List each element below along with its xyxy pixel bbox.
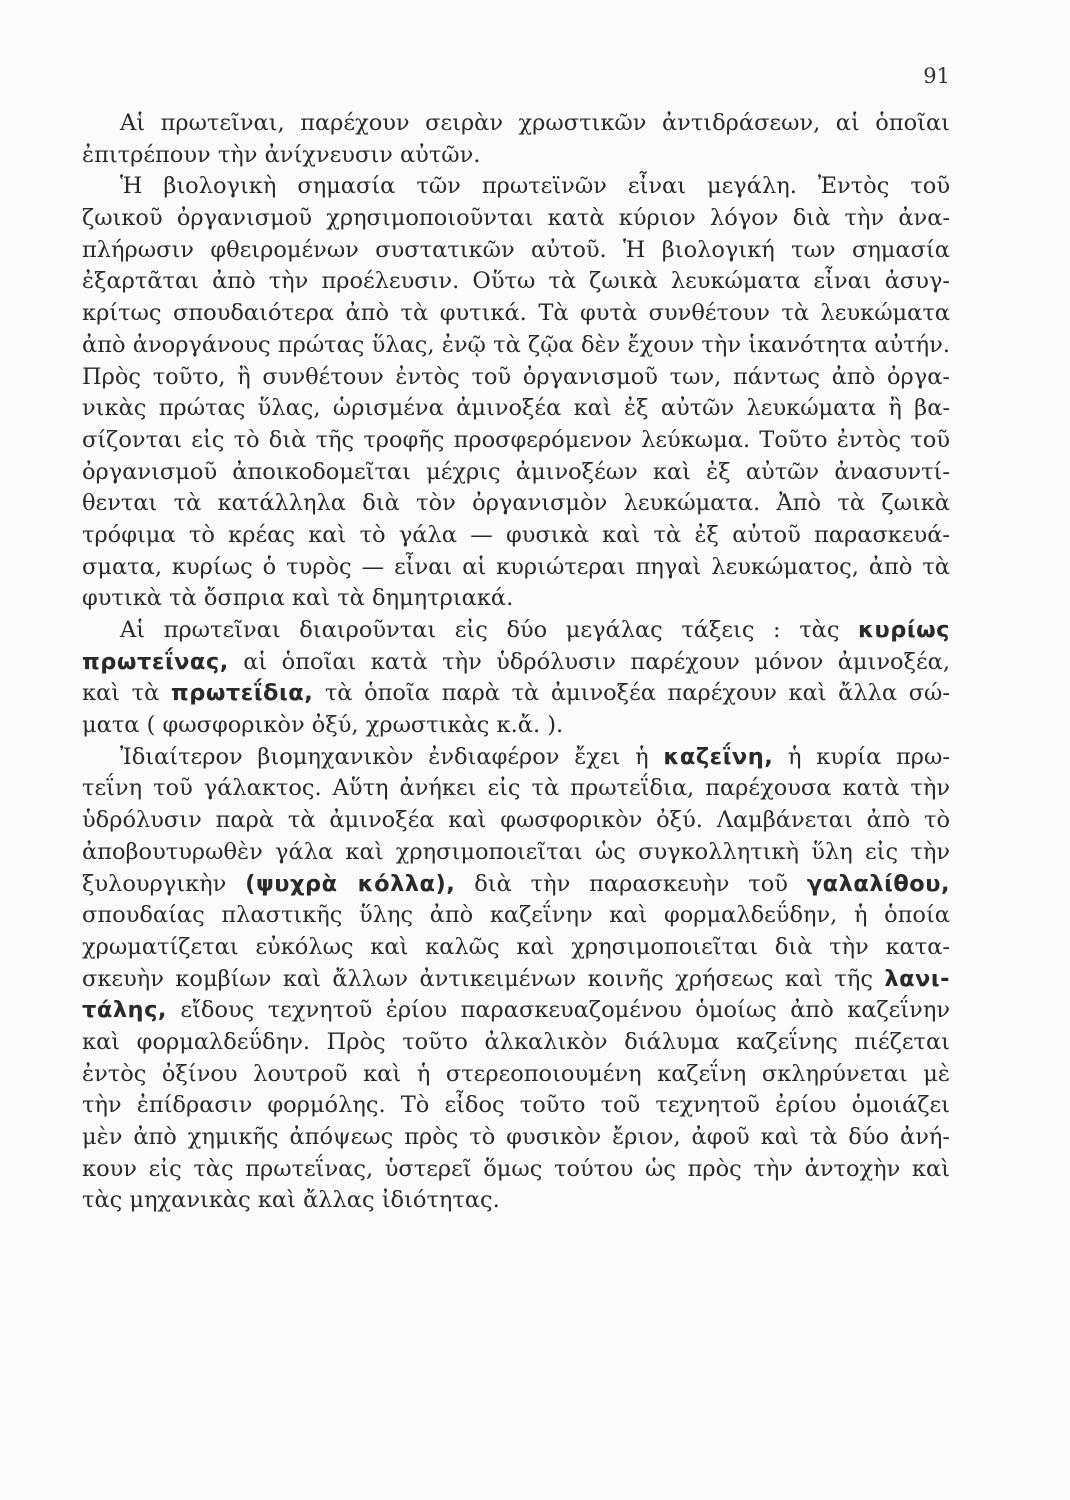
text-line [82, 393, 950, 425]
text-line [82, 235, 950, 267]
paragraph [82, 615, 950, 742]
text-segment: Πρὸς τοῦτο, ἢ συνθέτουν ἐντὸς τοῦ ὀργανισμοῦ των, πάντως ἀπὸ ὀργα- [82, 363, 950, 390]
text-segment: ξυλουργικὴν [82, 870, 246, 897]
text-segment: ὀργανισμοῦ ἀποικοδομεῖται μέχρις ἀμινοξέων καὶ ἐξ αὐτῶν ἀνασυντί- [82, 458, 950, 485]
text-line [82, 869, 950, 901]
text-line [82, 900, 950, 932]
bold-term: πρωτεΐδια, [170, 680, 314, 707]
text-segment: σματα, κυρίως ὁ τυρὸς — εἶναι αἱ κυριώτεραι πηγαὶ λευκώματος, ἀπὸ τὰ [82, 553, 950, 580]
text-segment: διὰ τὴν παρασκευὴν τοῦ [455, 870, 807, 897]
text-line [82, 1090, 950, 1122]
text-segment: ματα ( φωσφορικὸν ὀξύ, χρωστικὰς κ.ἄ. ). [82, 712, 564, 739]
text-segment: φυτικὰ τὰ ὄσπρια καὶ τὰ δημητριακά. [82, 585, 514, 612]
text-line [82, 108, 950, 140]
text-segment: τεΐνη τοῦ γάλακτος. Αὕτη ἀνήκει εἰς τὰ πρωτεΐδια, παρέχουσα κατὰ τὴν [82, 775, 950, 802]
text-segment: θενται τὰ κατάλληλα διὰ τὸν ὀργανισμὸν λευκώματα. Ἀπὸ τὰ ζωικὰ [82, 490, 950, 517]
text-line [82, 837, 950, 869]
text-segment: καὶ φορμαλδεΰδην. Πρὸς τοῦτο ἀλκαλικὸν διάλυμα καζεΐνης πιέζεται [82, 1028, 950, 1055]
text-line [82, 171, 950, 203]
body-text [82, 108, 950, 1217]
text-line [82, 805, 950, 837]
text-line [82, 488, 950, 520]
text-line [82, 995, 950, 1027]
text-segment: Ἡ βιολογικὴ σημασία τῶν πρωτεϊνῶν εἶναι μεγάλη. Ἐντὸς τοῦ [120, 173, 950, 200]
text-segment: ζωικοῦ ὀργανισμοῦ χρησιμοποιοῦνται κατὰ κύριον λόγον διὰ τὴν ἀνα- [82, 205, 950, 232]
text-segment: σκευὴν κομβίων καὶ ἄλλων ἀντικειμένων κοινῆς χρήσεως καὶ τῆς [82, 965, 885, 992]
text-line [82, 583, 950, 615]
text-line [82, 330, 950, 362]
text-segment: Αἱ πρωτεῖναι, παρέχουν σειρὰν χρωστικῶν ἀντιδράσεων, αἱ ὁποῖαι [120, 110, 950, 136]
text-segment: αἱ ὁποῖαι κατὰ τὴν ὑδρόλυσιν παρέχουν μόνον ἀμινοξέα, [228, 648, 950, 675]
text-line [82, 1059, 950, 1091]
text-line [82, 298, 950, 330]
text-line [82, 742, 950, 774]
text-line [82, 615, 950, 647]
bold-term: καζεΐνη, [663, 743, 774, 770]
text-segment: ἐξαρτᾶται ἀπὸ τὴν προέλευσιν. Οὕτω τὰ ζωικὰ λευκώματα εἶναι ἀσυγ- [82, 268, 950, 295]
text-segment: τρόφιμα τὸ κρέας καὶ τὸ γάλα — φυσικὰ καὶ τὰ ἐξ αὐτοῦ παρασκευά- [82, 521, 950, 548]
text-line [82, 1122, 950, 1154]
text-line [82, 647, 950, 679]
paragraph [82, 108, 950, 171]
text-line [82, 678, 950, 710]
bold-term: τάλης, [82, 997, 167, 1024]
text-segment: ἡ κυρία πρω- [773, 743, 950, 770]
text-line [82, 710, 950, 742]
text-segment: εἴδους τεχνητοῦ ἐρίου παρασκευαζομένου ὁμοίως ἀπὸ καζεΐνην [166, 997, 950, 1024]
paragraph [82, 171, 950, 615]
text-line [82, 520, 950, 552]
text-line [82, 552, 950, 584]
text-line [82, 1154, 950, 1186]
text-segment: σίζονται εἰς τὸ διὰ τῆς τροφῆς προσφερόμενον λεύκωμα. Τοῦτο ἐντὸς τοῦ [82, 426, 950, 453]
text-segment: τὴν ἐπίδρασιν φορμόλης. Τὸ εἶδος τοῦτο τοῦ τεχνητοῦ ἐρίου ὁμοιάζει [82, 1092, 950, 1119]
page-number: 91 [923, 64, 950, 88]
text-segment: Αἱ πρωτεῖναι διαιροῦνται εἰς δύο μεγάλας τάξεις : τὰς [120, 617, 859, 643]
text-line [82, 1027, 950, 1059]
bold-term: γαλαλίθου, [806, 870, 950, 897]
bold-term: κυρίως [858, 617, 950, 643]
text-segment: χρωματίζεται εὐκόλως καὶ καλῶς καὶ χρησιμοποιεῖται διὰ τὴν κατα- [82, 933, 950, 960]
text-segment: ἐπιτρέπουν τὴν ἀνίχνευσιν αὐτῶν. [82, 141, 481, 168]
text-segment: τὰς μηχανικὰς καὶ ἄλλας ἰδιότητας. [82, 1187, 500, 1214]
text-line [82, 203, 950, 235]
text-segment: πλήρωσιν φθειρομένων συστατικῶν αὐτοῦ. Ἡ βιολογική των σημασία [82, 236, 950, 263]
text-line [82, 1185, 950, 1217]
text-segment: ἀπὸ ἀνοργάνους πρώτας ὕλας, ἐνῷ τὰ ζῷα δὲν ἔχουν τὴν ἱκανότητα αὐτήν. [82, 331, 950, 358]
bold-term: λανι- [884, 965, 950, 992]
text-segment: μὲν ἀπὸ χημικῆς ἀπόψεως πρὸς τὸ φυσικὸν ἔριον, ἀφοῦ καὶ τὰ δύο ἀνή- [82, 1124, 950, 1150]
text-line [82, 932, 950, 964]
text-segment: Ἰδιαίτερον βιομηχανικὸν ἐνδιαφέρον ἔχει ἡ [120, 743, 664, 770]
text-segment: κρίτως σπουδαιότερα ἀπὸ τὰ φυτικά. Τὰ φυτὰ συνθέτουν τὰ λευκώματα [82, 300, 950, 327]
text-segment: κουν εἰς τὰς πρωτεΐνας, ὑστερεῖ ὅμως τούτου ὡς πρὸς τὴν ἀντοχὴν καὶ [82, 1155, 950, 1182]
text-line [82, 457, 950, 489]
text-segment: νικὰς πρώτας ὕλας, ὡρισμένα ἀμινοξέα καὶ ἐξ αὐτῶν λευκώματα ἢ βα- [82, 395, 950, 422]
text-line [82, 140, 950, 172]
text-segment: καὶ τὰ [82, 680, 171, 707]
text-line [82, 362, 950, 394]
text-segment: ἀποβουτυρωθὲν γάλα καὶ χρησιμοποιεῖται ὡς συγκολλητικὴ ὕλη εἰς τὴν [82, 838, 950, 865]
text-line [82, 425, 950, 457]
text-line [82, 773, 950, 805]
paragraph [82, 742, 950, 1217]
text-segment: τὰ ὁποῖα παρὰ τὰ ἀμινοξέα παρέχουν καὶ ἄλλα σώ- [313, 680, 950, 707]
bold-term: πρωτεΐνας, [82, 648, 229, 675]
bold-term: (ψυχρὰ κόλλα), [245, 870, 456, 897]
text-segment: σπουδαίας πλαστικῆς ὕλης ἀπὸ καζεΐνην καὶ φορμαλδεΰδην, ἡ ὁποία [82, 902, 950, 929]
text-segment: ὑδρόλυσιν παρὰ τὰ ἀμινοξέα καὶ φωσφορικὸν ὀξύ. Λαμβάνεται ἀπὸ τὸ [82, 807, 950, 834]
text-line [82, 266, 950, 298]
text-segment: ἐντὸς ὀξίνου λουτροῦ καὶ ἡ στερεοποιουμένη καζεΐνη σκληρύνεται μὲ [82, 1060, 950, 1087]
text-line [82, 964, 950, 996]
